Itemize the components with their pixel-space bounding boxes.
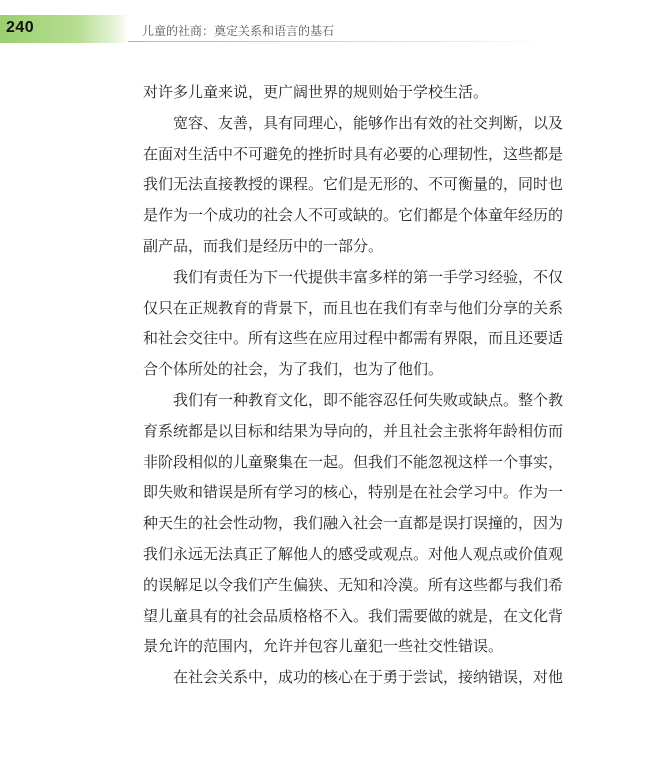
paragraph [143,385,564,662]
page-number: 240 [6,19,35,36]
text-line: 我们有责任为下一代提供丰富多样的第一手学习经验，不仅 [173,267,564,286]
header-divider [128,41,548,42]
paragraph [143,77,556,108]
text-line: 景允许的范围内，允许并包容儿童犯一些社交性错误。 [143,637,504,656]
text-line: 在面对生活中不可避免的挫折时具有必要的心理韧性，这些都是 [143,144,564,163]
text-line: 育系统都是以目标和结果为导向的，并且社会主张将年龄相仿而 [143,421,564,440]
text-line: 仅只在正规教育的背景下，而且也在我们有幸与他们分享的关系 [143,298,564,317]
text-line: 和社会交往中。所有这些在应用过程中都需有界限，而且还要适 [143,329,564,348]
text-line: 我们永远无法真正了解他人的感受或观点。对他人观点或价值观 [143,544,564,563]
text-line: 副产品，而我们是经历中的一部分。 [143,236,384,255]
text-line: 宽容、友善，具有同理心，能够作出有效的社交判断，以及 [173,113,564,132]
paragraph [143,262,564,385]
running-header-title: 儿童的社商：奠定关系和语言的基石 [142,24,335,38]
text-line: 对许多儿童来说，更广阔世界的规则始于学校生活。 [143,83,489,101]
text-line: 的误解足以令我们产生偏狭、无知和冷漠。所有这些都与我们希 [143,575,564,594]
paragraph [143,108,564,262]
text-line: 种天生的社会性动物，我们融入社会一直都是误打误撞的，因为 [143,514,564,533]
paragraph [143,662,564,693]
text-line: 我们无法直接教授的课程。它们是无形的、不可衡量的，同时也 [143,175,564,194]
page-header [0,15,655,43]
body-text [143,77,564,693]
text-line: 合个体所处的社会，为了我们，也为了他们。 [143,360,444,379]
text-line: 非阶段相似的儿童聚集在一起。但我们不能忽视这样一个事实， [143,452,564,471]
text-line: 在社会关系中，成功的核心在于勇于尝试，接纳错误，对他 [173,668,564,687]
text-line: 是作为一个成功的社会人不可或缺的。它们都是个体童年经历的 [143,206,564,225]
text-line: 望儿童具有的社会品质格格不入。我们需要做的就是，在文化背 [143,606,564,625]
text-line: 即失败和错误是所有学习的核心，特别是在社会学习中。作为一 [143,483,564,502]
page-number-tab [0,15,128,43]
text-line: 我们有一种教育文化，即不能容忍任何失败或缺点。整个教 [173,390,564,409]
